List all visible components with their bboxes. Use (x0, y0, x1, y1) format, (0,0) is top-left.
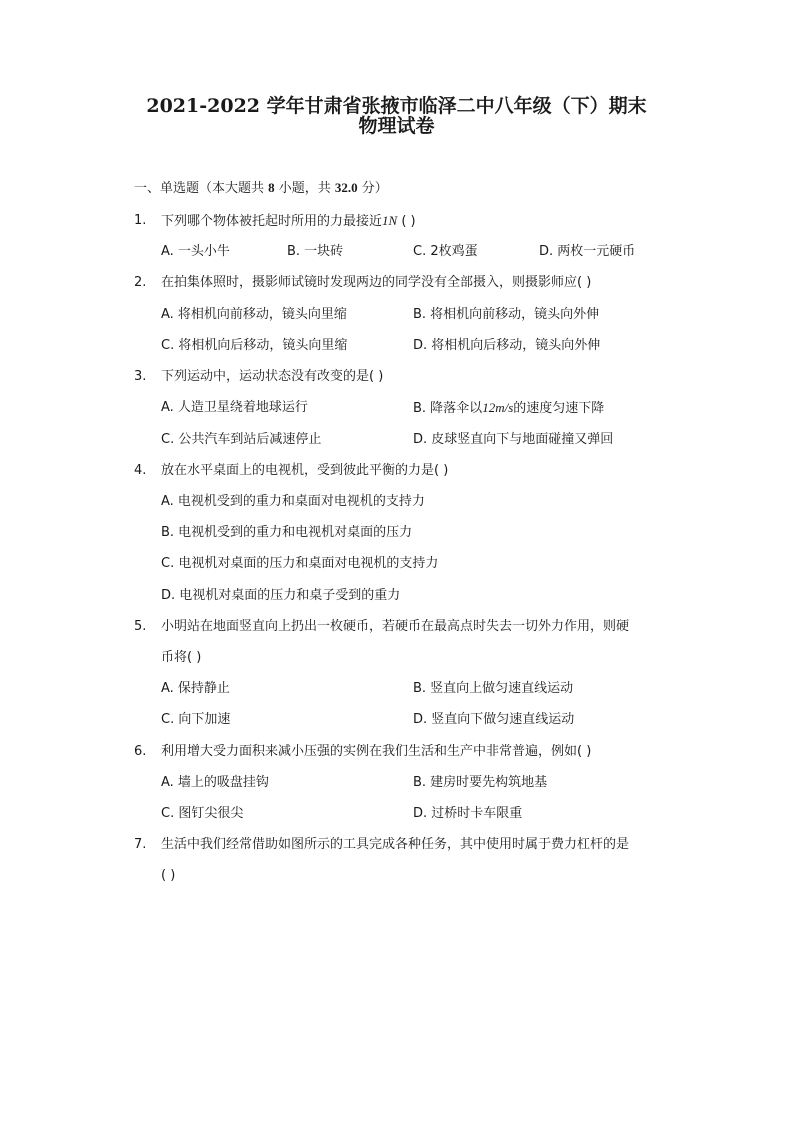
question-3-option-b-after: 的速度匀速下降 (513, 401, 605, 416)
question-3-text: 下列运动中，运动状态没有改变的是( ) (161, 369, 384, 384)
section-prefix: 一、单选题（本大题共 (134, 181, 269, 196)
question-4-option-b: B. 电视机受到的重力和电视机对桌面的压力 (161, 525, 413, 540)
question-1-math: 1N (382, 213, 398, 228)
question-2-option-c: C. 将相机向后移动，镜头向里缩 (161, 338, 348, 353)
question-5-option-d: D. 竖直向下做匀速直线运动 (413, 712, 575, 727)
question-2-option-a: A. 将相机向前移动，镜头向里缩 (161, 307, 347, 322)
question-7-text-line2: ( ) (161, 868, 176, 883)
question-6-text: 利用增大受力面积来减小压强的实例在我们生活和生产中非常普遍，例如( ) (161, 744, 592, 759)
question-4-option-c: C. 电视机对桌面的压力和桌面对电视机的支持力 (161, 556, 439, 571)
section-count: 8 (268, 180, 275, 195)
question-3-number: 3. (134, 369, 147, 384)
question-3-option-b (413, 398, 604, 419)
question-4-option-d: D. 电视机对桌面的压力和桌子受到的重力 (161, 588, 401, 603)
question-5-option-a: A. 保持静止 (161, 681, 230, 696)
question-3-option-d: D. 皮球竖直向下与地面碰撞又弹回 (413, 432, 614, 447)
question-1-option-a: A. 一头小牛 (161, 244, 230, 259)
question-2-option-d: D. 将相机向后移动，镜头向外伸 (413, 338, 601, 353)
question-2-text: 在拍集体照时，摄影师试镜时发现两边的同学没有全部摄入，则摄影师应( ) (161, 275, 592, 290)
exam-title-line1: 2021-2022 学年甘肃省张掖市临泽二中八年级（下）期末 (146, 95, 647, 117)
section-score: 32.0 (334, 180, 358, 195)
question-1-number: 1. (134, 213, 147, 228)
question-5-text: 小明站在地面竖直向上扔出一枚硬币，若硬币在最高点时失去一切外力作用，则硬 (161, 619, 630, 634)
question-7-text: 生活中我们经常借助如图所示的工具完成各种任务，其中使用时属于费力杠杆的是 (161, 837, 630, 852)
exam-title-line2: 物理试卷 (358, 115, 435, 137)
question-6-option-d: D. 过桥时卡车限重 (413, 806, 523, 821)
question-6-option-c: C. 图钉尖很尖 (161, 806, 244, 821)
section-heading (134, 178, 388, 199)
question-3-option-b-math: 12m/s (482, 400, 514, 415)
section-middle: 小题，共 (274, 181, 335, 196)
question-3-option-a: A. 人造卫星绕着地球运行 (161, 400, 308, 415)
question-2-number: 2. (134, 275, 147, 290)
question-5-number: 5. (134, 619, 147, 634)
question-4-number: 4. (134, 463, 147, 478)
question-3-option-c: C. 公共汽车到站后减速停止 (161, 432, 322, 447)
question-1-text-before: 下列哪个物体被托起时所用的力最接近 (161, 214, 383, 229)
question-6-option-a: A. 墙上的吸盘挂钩 (161, 775, 269, 790)
section-suffix: 分） (357, 181, 388, 196)
question-1-text-after: ( ) (397, 214, 416, 229)
question-4-text: 放在水平桌面上的电视机，受到彼此平衡的力是( ) (161, 463, 449, 478)
question-2-option-b: B. 将相机向前移动，镜头向外伸 (413, 307, 600, 322)
question-6-number: 6. (134, 744, 147, 759)
question-5-option-b: B. 竖直向上做匀速直线运动 (413, 681, 574, 696)
question-5-option-c: C. 向下加速 (161, 712, 231, 727)
question-5-text-line2: 币将( ) (161, 650, 202, 665)
question-1-text (161, 211, 667, 232)
question-1-option-b: B. 一块砖 (287, 244, 344, 259)
question-1-option-c: C. 2枚鸡蛋 (413, 244, 478, 259)
question-6-option-b: B. 建房时要先构筑地基 (413, 775, 548, 790)
question-1-option-d: D. 两枚一元硬币 (539, 244, 636, 259)
question-7-number: 7. (134, 837, 147, 852)
question-4-option-a: A. 电视机受到的重力和桌面对电视机的支持力 (161, 494, 425, 509)
question-3-option-b-before: B. 降落伞以 (413, 401, 483, 416)
